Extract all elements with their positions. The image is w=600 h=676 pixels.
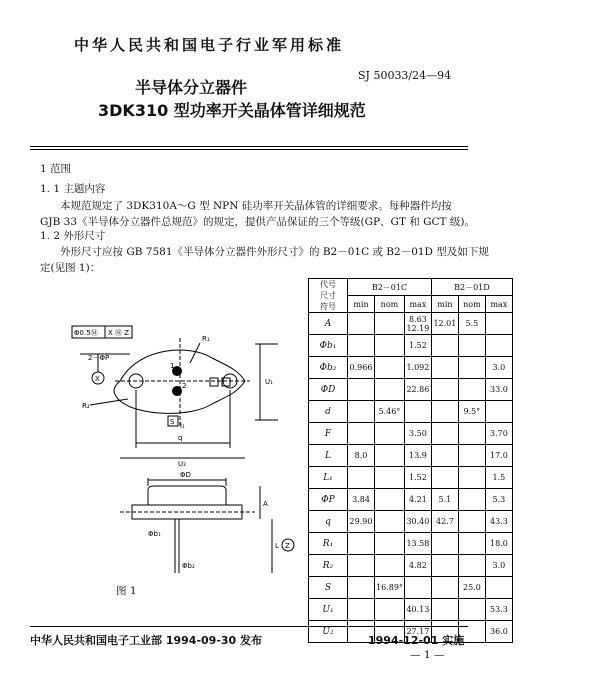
- s-label: S: [170, 418, 175, 426]
- subheader: min: [348, 296, 375, 313]
- table-cell: 3.84: [348, 489, 375, 511]
- doc-title-line1: 半导体分立器件: [135, 78, 248, 97]
- table-cell: [485, 335, 512, 357]
- table-cell: 13.9: [404, 445, 431, 467]
- table-row: [309, 577, 513, 599]
- table-cell: [431, 599, 458, 621]
- table-cell: 18.0: [485, 533, 512, 555]
- table-cell: 4.21: [404, 489, 431, 511]
- table-cell: [458, 533, 485, 555]
- table-corner-cell: [309, 279, 348, 313]
- section-1-1-heading: 1. 1 主题内容: [40, 183, 106, 195]
- section-1-2-line1: 外形尺寸应按 GB 7581《半导体分立器件外形尺寸》的 B2－01C 或 B2－01D 型及如下规: [60, 246, 489, 258]
- table-cell: 42.7: [431, 511, 458, 533]
- table-cell: 4.82: [404, 555, 431, 577]
- phib1-label: Φb₁: [148, 530, 161, 538]
- u1-label: U₁: [265, 378, 273, 386]
- table-cell: [348, 533, 375, 555]
- table-cell: [348, 313, 375, 335]
- q-label: q: [178, 434, 183, 442]
- row-symbol: U₂: [309, 621, 348, 643]
- table-cell: [431, 379, 458, 401]
- table-cell: [375, 533, 405, 555]
- u2-label: U₂: [178, 460, 186, 468]
- table-cell: [458, 511, 485, 533]
- table-cell: 29.90: [348, 511, 375, 533]
- section-1-1-line1: 本规范规定了 3DK310A～G 型 NPN 硅功率开关晶体管的详细要求。每种器件均按: [60, 200, 452, 212]
- row-symbol: R₁: [309, 533, 348, 555]
- table-row: [309, 533, 513, 555]
- size-header: 尺寸: [320, 291, 336, 300]
- subheader: nom: [458, 296, 485, 313]
- table-cell: [375, 423, 405, 445]
- table-cell: [348, 555, 375, 577]
- standard-name: 中华人民共和国电子行业军用标准: [74, 36, 345, 54]
- table-cell: [375, 599, 405, 621]
- table-row: [309, 379, 513, 401]
- a-label: A: [263, 500, 268, 508]
- row-symbol: d: [309, 401, 348, 423]
- header-rule-top: [30, 146, 468, 147]
- table-cell: [458, 335, 485, 357]
- table-cell: [375, 357, 405, 379]
- row-symbol: Φb₁: [309, 335, 348, 357]
- section-1-1-line2: GJB 33《半导体分立器件总规范》的规定，提供产品保证的三个等级(GP、GT 和 GCT 级)。: [40, 216, 475, 228]
- l1-label: l₁: [180, 422, 185, 430]
- table-cell: 1.52: [404, 335, 431, 357]
- table-row: [309, 313, 513, 335]
- table-cell: 3.0: [485, 357, 512, 379]
- outline-drawing: [60, 318, 305, 598]
- table-cell: 36.0: [485, 621, 512, 643]
- table-cell: [375, 511, 405, 533]
- table-cell: [348, 379, 375, 401]
- table-row: [309, 599, 513, 621]
- x-label: X: [95, 375, 100, 383]
- table-cell: [431, 577, 458, 599]
- doc-title-line2: 3DK310 型功率开关晶体管详细规范: [98, 101, 366, 120]
- pin-1-label: 1: [170, 362, 175, 370]
- table-cell: 1.52: [404, 467, 431, 489]
- table-cell: [458, 599, 485, 621]
- table-cell: [348, 423, 375, 445]
- table-cell: 12.01: [431, 313, 458, 335]
- dimension-table: [308, 278, 513, 643]
- table-cell: [458, 467, 485, 489]
- table-cell: 3.50: [404, 423, 431, 445]
- table-cell: 0.966: [348, 357, 375, 379]
- row-symbol: R₂: [309, 555, 348, 577]
- r1-label: R₁: [202, 335, 210, 343]
- footer-rule: [30, 626, 468, 627]
- table-cell: 30.40: [404, 511, 431, 533]
- row-symbol: ΦP: [309, 489, 348, 511]
- table-cell: 8.0: [348, 445, 375, 467]
- table-cell: 5.5: [458, 313, 485, 335]
- table-cell: [375, 489, 405, 511]
- row-symbol: U₁: [309, 599, 348, 621]
- table-cell: [458, 489, 485, 511]
- standard-code: SJ 50033/24—94: [358, 69, 452, 82]
- table-cell: [458, 555, 485, 577]
- phip-label: 2－ΦP: [88, 354, 110, 362]
- table-cell: 53.3: [485, 599, 512, 621]
- z-label: Z: [285, 542, 290, 550]
- l-label: L: [275, 542, 279, 550]
- row-symbol: L: [309, 445, 348, 467]
- header-rule-bottom: [30, 149, 468, 150]
- table-cell: [431, 533, 458, 555]
- table-cell: [431, 335, 458, 357]
- table-row: [309, 401, 513, 423]
- table-cell: [458, 423, 485, 445]
- row-symbol: L₁: [309, 467, 348, 489]
- table-cell: [375, 555, 405, 577]
- table-row: [309, 511, 513, 533]
- table-cell: [431, 357, 458, 379]
- table-cell: [485, 401, 512, 423]
- table-cell: [431, 401, 458, 423]
- table-cell: 8.63 12.19: [404, 313, 431, 335]
- table-cell: [348, 401, 375, 423]
- table-row: [309, 357, 513, 379]
- table-cell: [348, 335, 375, 357]
- table-cell: 25.0: [458, 577, 485, 599]
- subheader: max: [404, 296, 431, 313]
- table-cell: [375, 335, 405, 357]
- figure-caption: 图 1: [116, 585, 137, 597]
- page-number: — 1 —: [410, 649, 445, 661]
- table-cell: 13.58: [404, 533, 431, 555]
- row-symbol: A: [309, 313, 348, 335]
- table-cell: [458, 445, 485, 467]
- group-header: B2－01C: [348, 279, 432, 296]
- table-cell: 43.3: [485, 511, 512, 533]
- section-1-heading: 1 范围: [40, 163, 72, 175]
- table-cell: 33.0: [485, 379, 512, 401]
- phib2-label: Φb₂: [182, 562, 195, 570]
- issuer-line: 中华人民共和国电子工业部 1994-09-30 发布: [30, 634, 263, 647]
- table-cell: 1.5: [485, 467, 512, 489]
- table-cell: [485, 577, 512, 599]
- table-cell: [375, 313, 405, 335]
- table-cell: [431, 423, 458, 445]
- table-cell: [485, 313, 512, 335]
- phid-label: ΦD: [180, 471, 191, 479]
- table-cell: [404, 401, 431, 423]
- table-cell: 16.89°: [375, 577, 405, 599]
- table-row: [309, 445, 513, 467]
- table-cell: [375, 445, 405, 467]
- table-cell: 17.0: [485, 445, 512, 467]
- symbol-header: 符号: [320, 302, 336, 311]
- table-cell: 3.70: [485, 423, 512, 445]
- table-cell: [431, 445, 458, 467]
- cap-outline: [148, 486, 226, 505]
- table-cell: [375, 467, 405, 489]
- section-1-2-line2: 定(见图 1)：: [40, 262, 101, 274]
- effective-date: 1994-12-01 实施: [368, 634, 465, 647]
- table-row: [309, 489, 513, 511]
- table-cell: [348, 467, 375, 489]
- table-cell: 9.5°: [458, 401, 485, 423]
- fcf-label: Φ0.5Ⓜ: [74, 329, 98, 337]
- table-cell: [431, 467, 458, 489]
- table-cell: [431, 555, 458, 577]
- group-header: B2－01D: [431, 279, 512, 296]
- table-cell: [404, 577, 431, 599]
- row-symbol: ΦD: [309, 379, 348, 401]
- table-cell: 40.13: [404, 599, 431, 621]
- subheader: max: [485, 296, 512, 313]
- table-row: [309, 467, 513, 489]
- table-cell: 5.3: [485, 489, 512, 511]
- table-row: [309, 335, 513, 357]
- row-symbol: q: [309, 511, 348, 533]
- table-cell: [458, 357, 485, 379]
- row-symbol: Φb₂: [309, 357, 348, 379]
- table-cell: [458, 379, 485, 401]
- section-1-2-heading: 1. 2 外形尺寸: [40, 230, 106, 242]
- datum-label: X Ⓜ Z: [108, 329, 130, 337]
- table-cell: 22.86: [404, 379, 431, 401]
- subheader: min: [431, 296, 458, 313]
- subheader: nom: [375, 296, 405, 313]
- table-cell: 5.1: [431, 489, 458, 511]
- table-row: [309, 423, 513, 445]
- table-cell: 5.46°: [375, 401, 405, 423]
- row-symbol: S: [309, 577, 348, 599]
- table-cell: 3.0: [485, 555, 512, 577]
- table-cell: [348, 577, 375, 599]
- code-header: 代号: [320, 280, 336, 289]
- row-symbol: F: [309, 423, 348, 445]
- table-cell: 27.17: [404, 621, 431, 643]
- table-cell: [348, 599, 375, 621]
- r2-label: R₂: [82, 402, 90, 410]
- pin-2-label: 2: [182, 382, 187, 390]
- table-row: [309, 555, 513, 577]
- table-cell: 1.092: [404, 357, 431, 379]
- table-cell: [375, 379, 405, 401]
